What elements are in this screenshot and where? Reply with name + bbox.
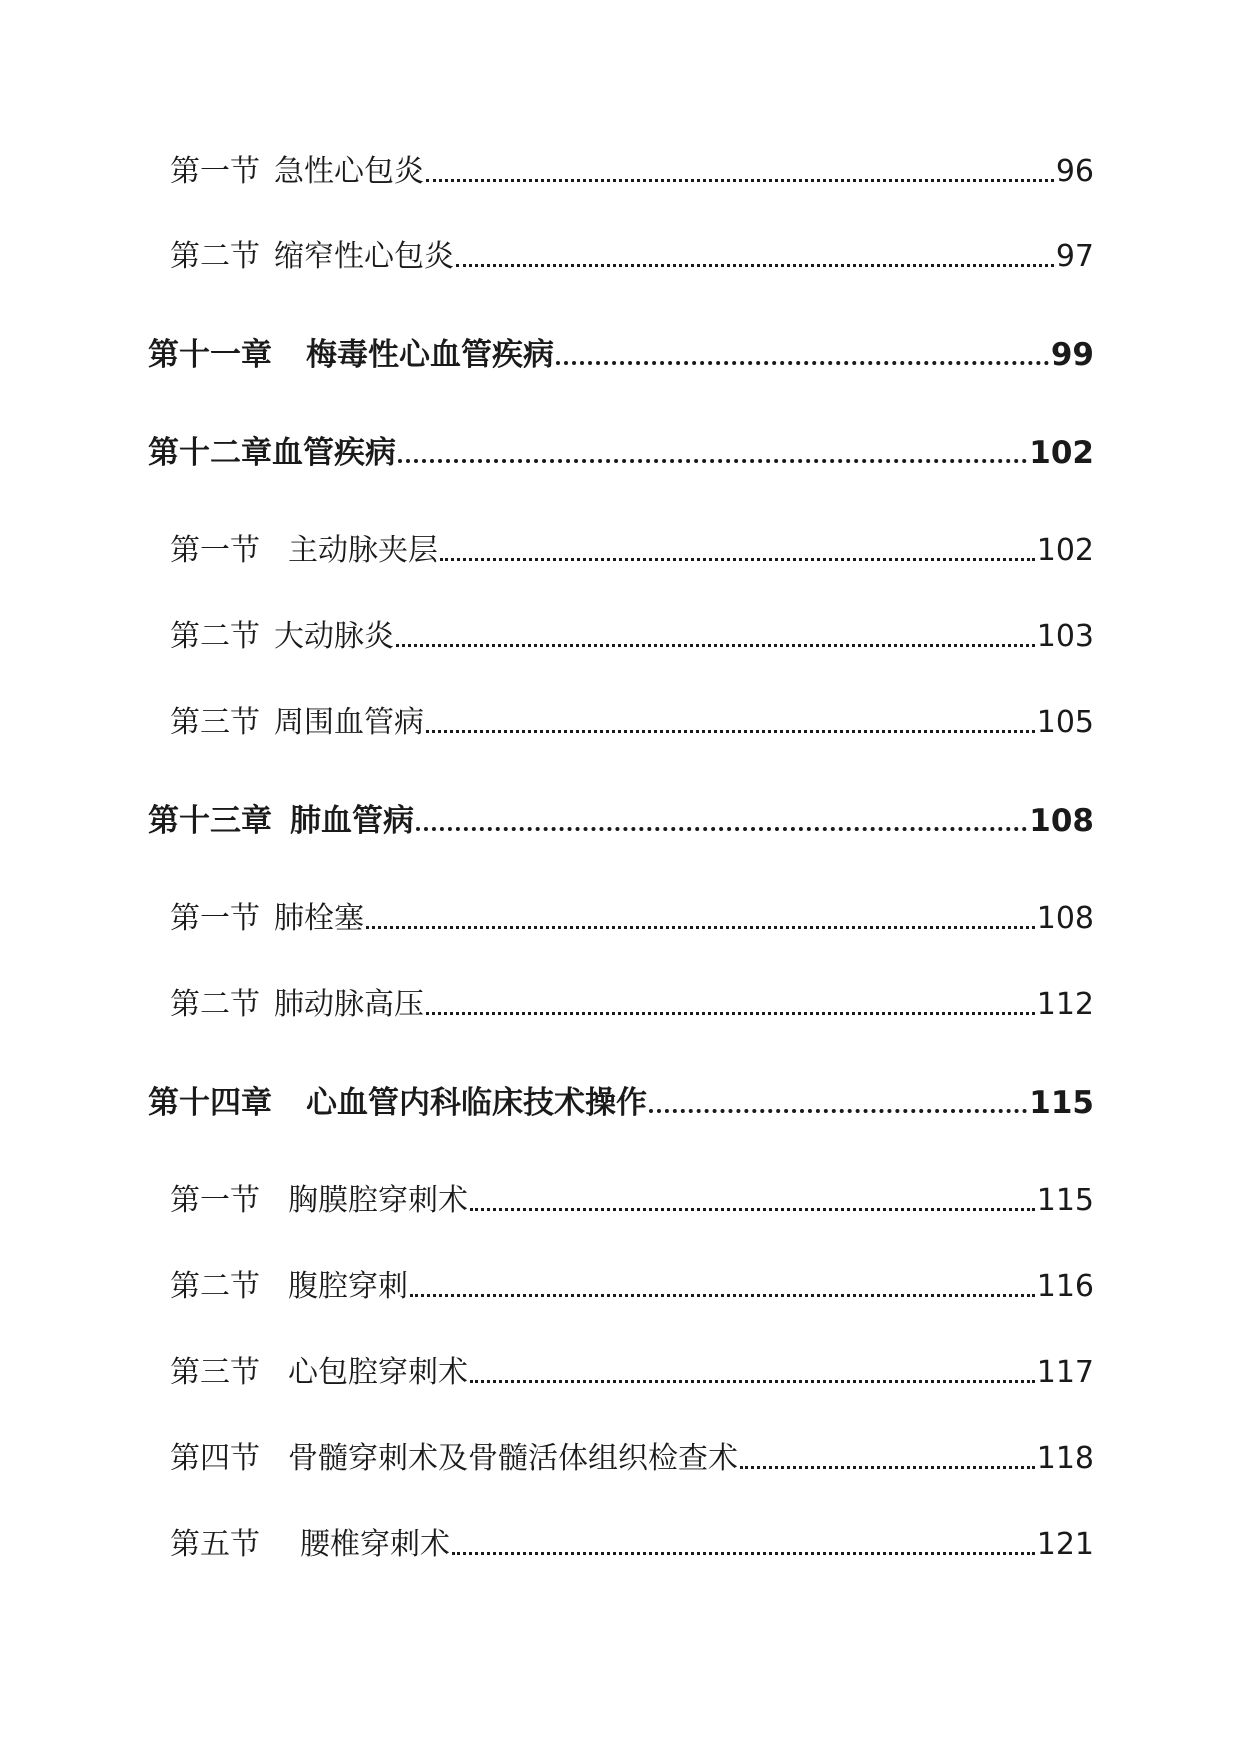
page-number: 115 [1036, 1183, 1094, 1218]
dot-leader [452, 1523, 1035, 1567]
section-number: 第一节 [170, 533, 260, 568]
page-number: 102 [1029, 435, 1094, 471]
toc-entry-chapter [148, 1081, 1094, 1125]
dot-leader [396, 615, 1035, 659]
page-number: 105 [1036, 705, 1094, 740]
dot-leader [470, 1179, 1035, 1223]
toc-entry-section [170, 1265, 1094, 1309]
dot-leader [410, 1265, 1035, 1309]
dot-leader [440, 529, 1035, 573]
chapter-number: 第十四章 [148, 1085, 272, 1121]
dot-leader [426, 701, 1035, 745]
section-number: 第一节 [170, 154, 260, 189]
chapter-number: 第十二章 [148, 435, 272, 471]
section-number: 第一节 [170, 901, 260, 936]
dot-leader [470, 1351, 1035, 1395]
toc-entry-section [170, 1437, 1094, 1481]
chapter-title: 心血管内科临床技术操作 [306, 1085, 647, 1121]
dot-leader [416, 799, 1027, 843]
chapter-title: 肺血管病 [290, 803, 414, 839]
toc-entry-chapter [148, 333, 1094, 377]
toc-entry-section [170, 615, 1094, 659]
section-title: 肺栓塞 [274, 901, 364, 936]
section-title: 腹腔穿刺 [288, 1269, 408, 1304]
section-number: 第三节 [170, 1355, 260, 1390]
chapter-number: 第十三章 [148, 803, 272, 839]
toc-entry-section [170, 1179, 1094, 1223]
section-number: 第四节 [170, 1441, 260, 1476]
page-number: 99 [1050, 337, 1094, 373]
page-number: 103 [1036, 619, 1094, 654]
dot-leader [426, 150, 1054, 194]
dot-leader [426, 983, 1035, 1027]
page-number: 108 [1036, 901, 1094, 936]
page-number: 97 [1055, 239, 1094, 274]
section-title: 大动脉炎 [274, 619, 394, 654]
page-number: 108 [1029, 803, 1094, 839]
page-number: 102 [1036, 533, 1094, 568]
section-title: 缩窄性心包炎 [274, 239, 454, 274]
toc-entry-section [170, 1351, 1094, 1395]
page-number: 112 [1036, 987, 1094, 1022]
page-number: 118 [1036, 1441, 1094, 1476]
dot-leader [456, 235, 1054, 279]
toc-entry-section [170, 1523, 1094, 1567]
toc-entry-section [170, 701, 1094, 745]
section-title: 周围血管病 [274, 705, 424, 740]
chapter-title: 血管疾病 [272, 435, 396, 471]
section-number: 第二节 [170, 987, 260, 1022]
page-number: 121 [1036, 1527, 1094, 1562]
section-title: 心包腔穿刺术 [288, 1355, 468, 1390]
dot-leader [649, 1081, 1027, 1125]
toc-entry-section [170, 983, 1094, 1027]
section-title: 主动脉夹层 [288, 533, 438, 568]
section-title: 骨髓穿刺术及骨髓活体组织检查术 [288, 1441, 738, 1476]
section-number: 第二节 [170, 619, 260, 654]
toc-entry-chapter [148, 431, 1094, 475]
section-number: 第五节 [170, 1527, 260, 1562]
toc-entry-section [170, 529, 1094, 573]
toc-entry-section [170, 150, 1094, 194]
section-title: 急性心包炎 [274, 154, 424, 189]
chapter-title: 梅毒性心血管疾病 [306, 337, 554, 373]
section-number: 第二节 [170, 239, 260, 274]
page-number: 115 [1029, 1085, 1094, 1121]
page-number: 96 [1055, 154, 1094, 189]
section-number: 第二节 [170, 1269, 260, 1304]
section-title: 腰椎穿刺术 [300, 1527, 450, 1562]
section-number: 第一节 [170, 1183, 260, 1218]
dot-leader [740, 1437, 1035, 1481]
section-number: 第三节 [170, 705, 260, 740]
toc-entry-section [170, 235, 1094, 279]
dot-leader [556, 333, 1049, 377]
chapter-number: 第十一章 [148, 337, 272, 373]
toc-entry-section [170, 897, 1094, 941]
section-title: 肺动脉高压 [274, 987, 424, 1022]
page-number: 116 [1036, 1269, 1094, 1304]
dot-leader [366, 897, 1035, 941]
toc-entry-chapter [148, 799, 1094, 843]
dot-leader [398, 431, 1027, 475]
page-number: 117 [1036, 1355, 1094, 1390]
section-title: 胸膜腔穿刺术 [288, 1183, 468, 1218]
